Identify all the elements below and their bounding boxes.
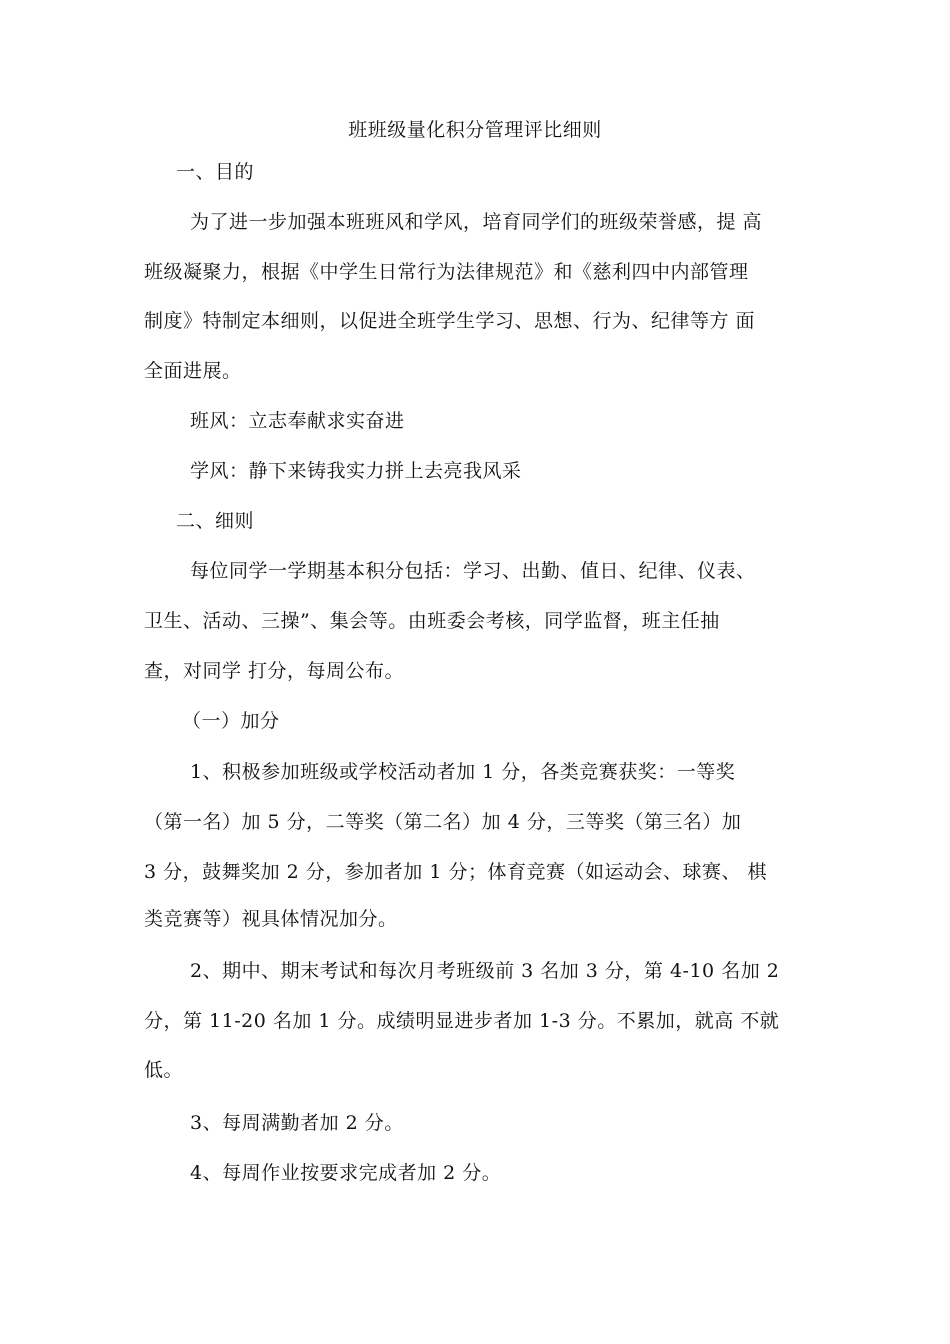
purpose-paragraph-line-2: 班级凝聚力，根据《中学生日常行为法律规范》和《慈利四中内部管理 [144,261,749,283]
rule2-line-1: 2、期中、期末考试和每次月考班级前 3 名加 3 分，第 4-10 名加 2 [190,960,780,982]
rule1-line-1: 1、积极参加班级或学校活动者加 1 分，各类竞赛获奖：一等奖 [190,761,736,783]
purpose-paragraph-line-1: 为了进一步加强本班班风和学风，培育同学们的班级荣誉感，提 高 [190,211,763,233]
purpose-paragraph-line-4: 全面进展。 [144,360,242,382]
rule1-line-3: 3 分，鼓舞奖加 2 分，参加者加 1 分；体育竞赛（如运动会、球赛、 棋 [144,861,768,883]
rule4-line: 4、每周作业按要求完成者加 2 分。 [190,1162,502,1184]
rule1-line-4: 类竞赛等）视具体情况加分。 [144,908,398,930]
rule1-line-2: （第一名）加 5 分，二等奖（第二名）加 4 分，三等奖（第三名）加 [144,811,742,833]
rules-paragraph-line-3: 查，对同学 打分，每周公布。 [144,660,405,682]
section-heading-purpose: 一、目的 [176,161,255,183]
section-heading-rules: 二、细则 [176,510,255,532]
rules-paragraph-line-1: 每位同学一学期基本积分包括：学习、出勤、值日、纪律、仪表、 [190,560,756,582]
study-motto: 学风：静下来铸我实力拼上去亮我风采 [190,460,522,482]
class-motto: 班风：立志奉献求实奋进 [190,410,405,432]
rule3-line: 3、每周满勤者加 2 分。 [190,1112,404,1134]
purpose-paragraph-line-3: 制度》特制定本细则，以促进全班学生学习、思想、行为、纪律等方 面 [144,310,756,332]
sub-heading-bonus: （一）加分 [182,710,280,732]
rules-paragraph-line-2: 卫生、活动、三操”、集会等。由班委会考核，同学监督，班主任抽 [144,610,720,632]
rule2-line-3: 低。 [144,1059,184,1081]
document-title: 班班级量化积分管理评比细则 [348,119,602,141]
rule2-line-2: 分，第 11-20 名加 1 分。成绩明显进步者加 1-3 分。不累加，就高 不就 [144,1010,780,1032]
